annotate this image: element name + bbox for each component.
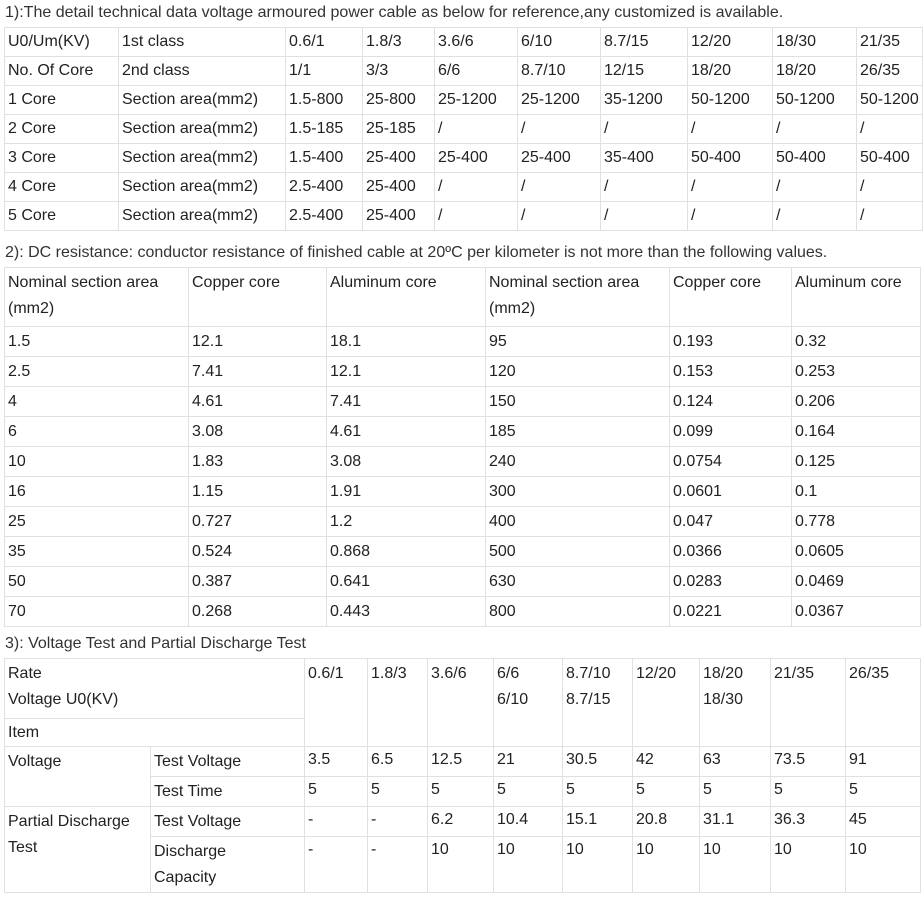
- value-cell: 15.1: [563, 807, 633, 837]
- table-cell: 1.91: [327, 477, 486, 507]
- table-cell: 4.61: [189, 387, 327, 417]
- table-cell: 2.5: [5, 357, 189, 387]
- value-cell: 10: [633, 837, 700, 893]
- section2-heading: 2): DC resistance: conductor resistance of finished cable at 20ºC per kilometer is not more than the following values.: [5, 244, 828, 261]
- table-cell: /: [773, 202, 857, 231]
- table-cell: 1.5-400: [286, 144, 363, 173]
- table-cell: 12.1: [327, 357, 486, 387]
- table-cell: /: [601, 202, 688, 231]
- test-time-label: Test Time: [151, 777, 305, 807]
- table-cell: 50-1200: [688, 86, 773, 115]
- dc-resistance-table: [4, 267, 921, 627]
- table-cell: /: [518, 115, 601, 144]
- voltage-test-table: [4, 658, 921, 893]
- rate-row: [5, 659, 921, 719]
- value-cell: 31.1: [700, 807, 771, 837]
- table-cell: /: [688, 173, 773, 202]
- table-row: [5, 327, 921, 357]
- table-cell: 8.7/15: [601, 28, 688, 57]
- table-cell: 1/1: [286, 57, 363, 86]
- table-cell: 3 Core: [5, 144, 119, 173]
- table-cell: 0.32: [792, 327, 921, 357]
- table-cell: 35-1200: [601, 86, 688, 115]
- section1-heading: 1):The detail technical data voltage armoured power cable as below for reference,any customized is available.: [5, 4, 784, 21]
- table-cell: 800: [486, 597, 670, 627]
- table-cell: 1.5-800: [286, 86, 363, 115]
- voltage-group-label: Voltage: [5, 747, 151, 807]
- table-cell: 1.5: [5, 327, 189, 357]
- table-row: [5, 202, 923, 231]
- value-cell: 91: [846, 747, 921, 777]
- table-cell: 18/20: [688, 57, 773, 86]
- table-cell: 50: [5, 567, 189, 597]
- table-cell: 26/35: [857, 57, 923, 86]
- table-row: [5, 417, 921, 447]
- value-cell: 5: [368, 777, 428, 807]
- value-cell: 12.5: [428, 747, 494, 777]
- table-row: [5, 447, 921, 477]
- discharge-capacity-label: Discharge Capacity: [151, 837, 305, 893]
- value-cell: -: [368, 837, 428, 893]
- table-cell: 18.1: [327, 327, 486, 357]
- table-cell: 25-400: [363, 144, 435, 173]
- table-cell: /: [435, 173, 518, 202]
- header-aluminum-core: Aluminum core: [792, 268, 921, 327]
- table-row: [5, 477, 921, 507]
- table-cell: /: [518, 202, 601, 231]
- table-cell: 50-1200: [773, 86, 857, 115]
- table-cell: 10: [5, 447, 189, 477]
- table-cell: 50-400: [773, 144, 857, 173]
- value-cell: 10.4: [494, 807, 563, 837]
- test-voltage-label: Test Voltage: [151, 747, 305, 777]
- table-cell: 18/30: [773, 28, 857, 57]
- table-cell: 1.15: [189, 477, 327, 507]
- test-voltage-label: Test Voltage: [151, 807, 305, 837]
- value-cell: 5: [305, 777, 368, 807]
- value-cell: 5: [428, 777, 494, 807]
- table-cell: 630: [486, 567, 670, 597]
- table-row: [5, 387, 921, 417]
- value-cell: 20.8: [633, 807, 700, 837]
- table-cell: 25-400: [435, 144, 518, 173]
- table-cell: 400: [486, 507, 670, 537]
- table-cell: 0.727: [189, 507, 327, 537]
- table-cell: 2 Core: [5, 115, 119, 144]
- value-cell: -: [305, 807, 368, 837]
- value-cell: 3.5: [305, 747, 368, 777]
- table-row: [5, 86, 923, 115]
- table-cell: 12/20: [688, 28, 773, 57]
- value-cell: 5: [771, 777, 846, 807]
- table-cell: 12.1: [189, 327, 327, 357]
- table-cell: 95: [486, 327, 670, 357]
- rating-cell: 3.6/6: [428, 659, 494, 747]
- table-cell: 25-400: [363, 173, 435, 202]
- table-cell: /: [601, 173, 688, 202]
- header-copper-core: Copper core: [189, 268, 327, 327]
- table-row: [5, 597, 921, 627]
- table-cell: Section area(mm2): [119, 173, 286, 202]
- table-cell: 0.443: [327, 597, 486, 627]
- value-cell: 45: [846, 807, 921, 837]
- table-cell: 185: [486, 417, 670, 447]
- table-cell: 500: [486, 537, 670, 567]
- table-cell: 25: [5, 507, 189, 537]
- table-cell: /: [435, 115, 518, 144]
- value-cell: 10: [428, 837, 494, 893]
- table-cell: 70: [5, 597, 189, 627]
- table-cell: /: [688, 202, 773, 231]
- value-cell: 10: [846, 837, 921, 893]
- rate-label: Rate Voltage U0(KV): [5, 659, 305, 719]
- table-cell: 0.125: [792, 447, 921, 477]
- header-nominal-area: Nominal section area (mm2): [486, 268, 670, 327]
- table-row: [5, 567, 921, 597]
- table-cell: 2nd class: [119, 57, 286, 86]
- table-cell: 0.153: [670, 357, 792, 387]
- table-cell: 120: [486, 357, 670, 387]
- table-cell: 1.83: [189, 447, 327, 477]
- value-cell: 63: [700, 747, 771, 777]
- table-row: [5, 537, 921, 567]
- table-cell: 6: [5, 417, 189, 447]
- value-cell: 5: [700, 777, 771, 807]
- table-cell: 1.2: [327, 507, 486, 537]
- table-cell: 25-1200: [518, 86, 601, 115]
- table-cell: 16: [5, 477, 189, 507]
- table-cell: 4.61: [327, 417, 486, 447]
- table-cell: 25-185: [363, 115, 435, 144]
- table-cell: 12/15: [601, 57, 688, 86]
- table-cell: 0.0221: [670, 597, 792, 627]
- table-cell: Section area(mm2): [119, 86, 286, 115]
- value-cell: 5: [633, 777, 700, 807]
- table-row: [5, 357, 921, 387]
- pd-group-label: Partial Discharge Test: [5, 807, 151, 893]
- table-cell: /: [518, 173, 601, 202]
- table-cell: 0.524: [189, 537, 327, 567]
- value-cell: -: [368, 807, 428, 837]
- value-cell: -: [305, 837, 368, 893]
- table-cell: 0.193: [670, 327, 792, 357]
- table-cell: 0.268: [189, 597, 327, 627]
- table-cell: /: [435, 202, 518, 231]
- table-cell: 50-400: [857, 144, 923, 173]
- table-cell: 1st class: [119, 28, 286, 57]
- table-cell: 3.08: [189, 417, 327, 447]
- table-cell: 0.0601: [670, 477, 792, 507]
- rating-cell: 8.7/10 8.7/15: [563, 659, 633, 747]
- table-cell: 25-400: [518, 144, 601, 173]
- table-cell: 2.5-400: [286, 173, 363, 202]
- item-label: Item: [5, 719, 305, 747]
- pd-test-voltage-row: [5, 807, 921, 837]
- table-cell: 0.253: [792, 357, 921, 387]
- rating-cell: 18/20 18/30: [700, 659, 771, 747]
- table-cell: 0.164: [792, 417, 921, 447]
- value-cell: 10: [700, 837, 771, 893]
- table-cell: /: [773, 115, 857, 144]
- table-cell: 50-400: [688, 144, 773, 173]
- section3-heading: 3): Voltage Test and Partial Discharge Test: [5, 635, 306, 652]
- value-cell: 21: [494, 747, 563, 777]
- value-cell: 30.5: [563, 747, 633, 777]
- table-cell: 25-400: [363, 202, 435, 231]
- value-cell: 10: [494, 837, 563, 893]
- table-cell: 7.41: [327, 387, 486, 417]
- table-cell: 0.387: [189, 567, 327, 597]
- rating-cell: 21/35: [771, 659, 846, 747]
- table-row: [5, 28, 923, 57]
- rating-cell: 1.8/3: [368, 659, 428, 747]
- table-cell: 0.047: [670, 507, 792, 537]
- table-cell: No. Of Core: [5, 57, 119, 86]
- table-cell: 0.099: [670, 417, 792, 447]
- table-cell: 1.5-185: [286, 115, 363, 144]
- table-cell: 1.8/3: [363, 28, 435, 57]
- table-cell: Section area(mm2): [119, 115, 286, 144]
- table-cell: 300: [486, 477, 670, 507]
- voltage-test-voltage-row: [5, 747, 921, 777]
- table-cell: 21/35: [857, 28, 923, 57]
- table-cell: /: [857, 115, 923, 144]
- table-cell: 3/3: [363, 57, 435, 86]
- table-cell: 0.0367: [792, 597, 921, 627]
- table-cell: U0/Um(KV): [5, 28, 119, 57]
- table-cell: 0.0754: [670, 447, 792, 477]
- table-row: [5, 144, 923, 173]
- rating-cell: 12/20: [633, 659, 700, 747]
- table-cell: 35-400: [601, 144, 688, 173]
- table-cell: 35: [5, 537, 189, 567]
- value-cell: 5: [563, 777, 633, 807]
- value-cell: 6.5: [368, 747, 428, 777]
- table-cell: 0.0283: [670, 567, 792, 597]
- value-cell: 42: [633, 747, 700, 777]
- table-row: [5, 115, 923, 144]
- table-cell: 4: [5, 387, 189, 417]
- value-cell: 5: [494, 777, 563, 807]
- table-cell: 1 Core: [5, 86, 119, 115]
- table-cell: /: [688, 115, 773, 144]
- value-cell: 73.5: [771, 747, 846, 777]
- table-cell: /: [601, 115, 688, 144]
- table-row: [5, 173, 923, 202]
- table-cell: 25-1200: [435, 86, 518, 115]
- header-nominal-area: Nominal section area (mm2): [5, 268, 189, 327]
- rating-cell: 0.6/1: [305, 659, 368, 747]
- table-cell: 0.6/1: [286, 28, 363, 57]
- value-cell: 36.3: [771, 807, 846, 837]
- value-cell: 10: [563, 837, 633, 893]
- table-cell: 7.41: [189, 357, 327, 387]
- table-row: [5, 507, 921, 537]
- table-cell: 8.7/10: [518, 57, 601, 86]
- table-cell: 18/20: [773, 57, 857, 86]
- rating-cell: 6/6 6/10: [494, 659, 563, 747]
- table-cell: 0.1: [792, 477, 921, 507]
- value-cell: 6.2: [428, 807, 494, 837]
- table-cell: 25-800: [363, 86, 435, 115]
- rating-cell: 26/35: [846, 659, 921, 747]
- table-cell: 0.868: [327, 537, 486, 567]
- header-copper-core: Copper core: [670, 268, 792, 327]
- header-aluminum-core: Aluminum core: [327, 268, 486, 327]
- table-cell: 240: [486, 447, 670, 477]
- table-cell: /: [773, 173, 857, 202]
- table-cell: 6/6: [435, 57, 518, 86]
- table-cell: /: [857, 202, 923, 231]
- table-cell: 3.08: [327, 447, 486, 477]
- table-cell: 0.641: [327, 567, 486, 597]
- cable-spec-table: [4, 27, 923, 231]
- table-row: [5, 57, 923, 86]
- table-cell: 6/10: [518, 28, 601, 57]
- table-header-row: [5, 268, 921, 327]
- table-cell: 0.0469: [792, 567, 921, 597]
- table-cell: 4 Core: [5, 173, 119, 202]
- table-cell: 3.6/6: [435, 28, 518, 57]
- table-cell: Section area(mm2): [119, 144, 286, 173]
- table-cell: 50-1200: [857, 86, 923, 115]
- value-cell: 10: [771, 837, 846, 893]
- table-cell: 0.0366: [670, 537, 792, 567]
- table-cell: 0.124: [670, 387, 792, 417]
- table-cell: 0.206: [792, 387, 921, 417]
- table-cell: 0.0605: [792, 537, 921, 567]
- table-cell: 5 Core: [5, 202, 119, 231]
- table-cell: 150: [486, 387, 670, 417]
- table-cell: 2.5-400: [286, 202, 363, 231]
- value-cell: 5: [846, 777, 921, 807]
- table-cell: /: [857, 173, 923, 202]
- table-cell: Section area(mm2): [119, 202, 286, 231]
- table-cell: 0.778: [792, 507, 921, 537]
